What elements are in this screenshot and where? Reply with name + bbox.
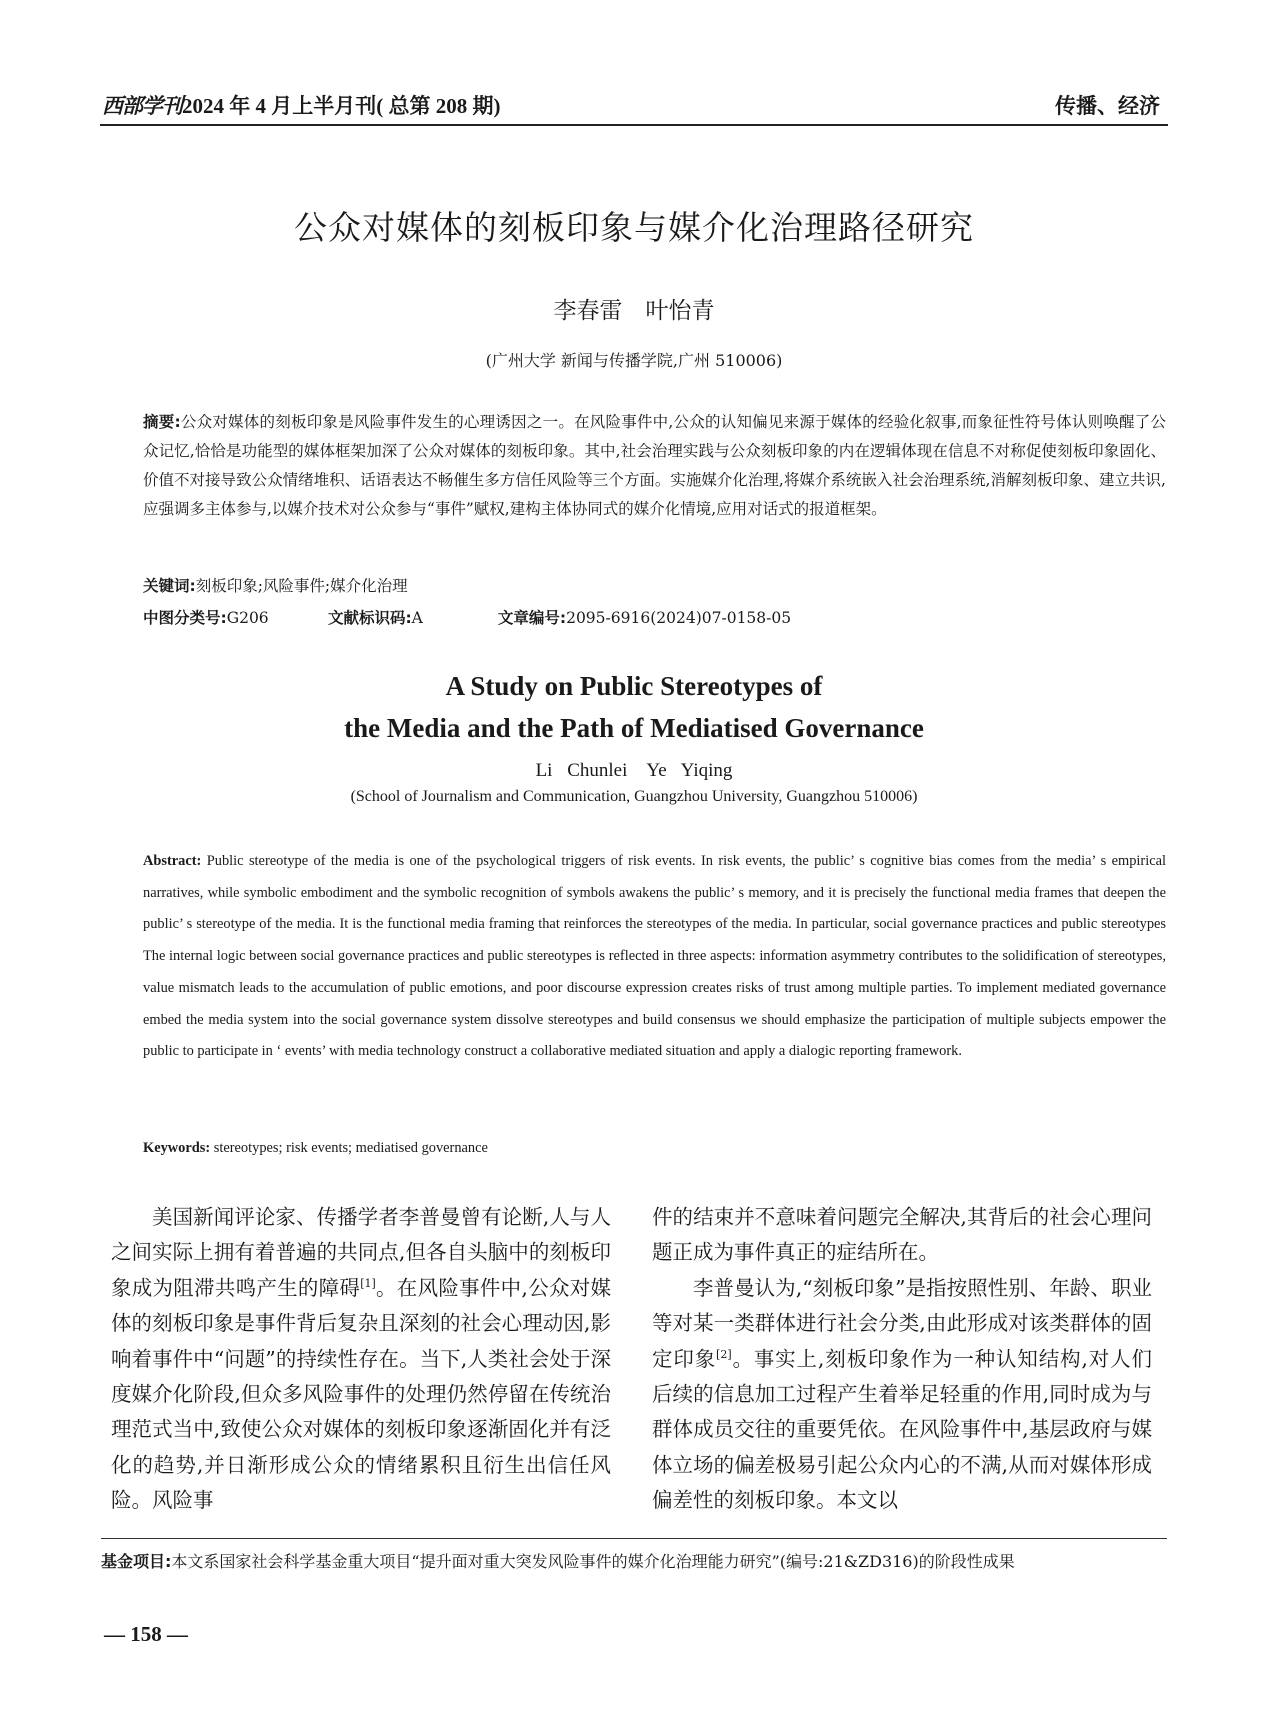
doc-code-label: 文献标识码: bbox=[327, 609, 412, 627]
keywords-zh-text: 刻板印象;风险事件;媒介化治理 bbox=[195, 577, 408, 595]
body-column-right bbox=[652, 1200, 1152, 1519]
keywords-en-label: Keywords: bbox=[143, 1140, 211, 1156]
affiliation-zh: (广州大学 新闻与传播学院,广州 510006) bbox=[485, 351, 783, 370]
funding-label: 基金项目: bbox=[101, 1552, 172, 1571]
abstract-zh-text: 公众对媒体的刻板印象是风险事件发生的心理诱因之一。在风险事件中,公众的认知偏见来源于媒体的经验化叙事,而象征性符号体认则唤醒了公众记忆,恰恰是功能型的媒体框架加深了公众对媒体的刻板印象。其中,社会治理实践与公众刻板印象的内在逻辑体现在信息不对称促使刻板印象固化、价值不对接导致公众情绪堆积、话语表达不畅催生多方信任风险等三个方面。实施媒介化治理,将媒介系统嵌入社会治理系统,消解刻板印象、建立共识,应强调多主体参与,以媒介技术对公众参与“事件”赋权,建构主体协同式的媒介化情境,应用对话式的报道框架。 bbox=[143, 413, 1166, 518]
keywords-zh-label: 关键词: bbox=[143, 577, 196, 595]
keywords-zh bbox=[143, 574, 408, 596]
clc-value: G206 bbox=[226, 609, 269, 627]
abstract-zh bbox=[143, 408, 1166, 524]
keywords-en-text: stereotypes; risk events; mediatised governance bbox=[213, 1140, 488, 1156]
header-rule bbox=[100, 124, 1168, 126]
article-title-en bbox=[0, 665, 1268, 749]
funding-text: 本文系国家社会科学基金重大项目“提升面对重大突发风险事件的媒介化治理能力研究”(编号:21&ZD316)的阶段性成果 bbox=[171, 1552, 1015, 1571]
affiliation-en: (School of Journalism and Communication, Guangzhou University, Guangzhou 510006) bbox=[350, 788, 918, 805]
article-title-zh: 公众对媒体的刻板印象与媒介化治理路径研究 bbox=[294, 208, 974, 247]
body-paragraph: 件的结束并不意味着问题完全解决,其背后的社会心理问题正成为事件真正的症结所在。 bbox=[652, 1205, 1152, 1265]
citation-ref: [2] bbox=[716, 1347, 732, 1361]
article-title-en-line1: A Study on Public Stereotypes of bbox=[445, 671, 823, 701]
section-label: 传播、经济 bbox=[1055, 94, 1160, 118]
body-paragraph bbox=[652, 1271, 1152, 1519]
running-header-left bbox=[102, 90, 501, 120]
citation-ref: [1] bbox=[360, 1276, 376, 1290]
clc-label: 中图分类号: bbox=[143, 609, 227, 627]
article-title-en-line2: the Media and the Path of Mediatised Governance bbox=[344, 713, 924, 743]
body-text: 。在风险事件中,公众对媒体的刻板印象是事件背后复杂且深刻的社会心理动因,影响着事件中“问题”的持续性存在。当下,人类社会处于深度媒介化阶段,但众多风险事件的处理仍然停留在传统治理范式当中,致使公众对媒体的刻板印象逐渐固化并有泛化的趋势,并日渐形成公众的情绪累积且衍生出信任风险。风险事 bbox=[111, 1275, 611, 1513]
doc-code-value: A bbox=[411, 609, 423, 627]
keywords-en bbox=[143, 1140, 488, 1157]
body-paragraph bbox=[111, 1200, 611, 1519]
body-text: 美国新闻评论家、传播学者李普曼曾有论断,人与人之间实际上拥有着普遍的共同点,但各自头脑中的刻板印象成为阻滞共鸣产生的障碍 bbox=[111, 1205, 611, 1300]
funding-footnote bbox=[101, 1548, 1167, 1575]
abstract-zh-label: 摘要: bbox=[143, 413, 181, 431]
abstract-en-label: Abstract: bbox=[143, 853, 202, 869]
body-text: 。事实上,刻板印象作为一种认知结构,对人们后续的信息加工过程产生着举足轻重的作用,同时成为与群体成员交往的重要凭依。在风险事件中,基层政府与媒体立场的偏差极易引起公众内心的不满,从而对媒体形成偏差性的刻板印象。本文以 bbox=[652, 1346, 1152, 1513]
authors-zh: 李春雷 叶怡青 bbox=[553, 298, 715, 324]
classification-line bbox=[143, 606, 791, 628]
abstract-en-text: Public stereotype of the media is one of the psychological triggers of risk events. In risk events, the public’ s cognitive bias comes from the media’ s empirical narratives, while symbolic embodiment and the symbolic recognition of symbols awakens the public’ s memory, and it is precisely the functional media frames that deepen the public’ s stereotype of the media. It is the functional media framing that reinforces the stereotypes of the media. In particular, social governance practices and public stereotypes The internal logic between social governance practices and public stereotypes is reflected in three aspects: information asymmetry contributes to the solidification of stereotypes, value mismatch leads to the accumulation of public emotions, and poor discourse expression creates risks of trust among multiple parties. To implement mediated governance embed the media system into the social governance system dissolve stereotypes and build consensus we should emphasize the participation of multiple subjects empower the public to participate in ‘ events’ with media technology construct a collaborative mediated situation and apply a dialogic reporting framework. bbox=[143, 853, 1166, 1060]
abstract-en bbox=[143, 846, 1166, 1068]
body-text: 李普曼认为,“刻板印象”是指按照性别、年龄、职业等对某一类群体进行社会分类,由此形成对该类群体的固定印象 bbox=[652, 1275, 1152, 1371]
issue-info: 2024 年 4 月上半月刊( 总第 208 期) bbox=[182, 94, 501, 118]
body-column-left bbox=[111, 1200, 611, 1519]
article-number-label: 文章编号: bbox=[497, 609, 567, 627]
page-number: — 158 — bbox=[104, 1622, 188, 1646]
journal-logo: 西部学刊 bbox=[102, 94, 182, 118]
footnote-rule bbox=[101, 1538, 1167, 1539]
article-number-value: 2095-6916(2024)07-0158-05 bbox=[566, 609, 792, 627]
authors-en: Li Chunlei Ye Yiqing bbox=[535, 760, 733, 781]
